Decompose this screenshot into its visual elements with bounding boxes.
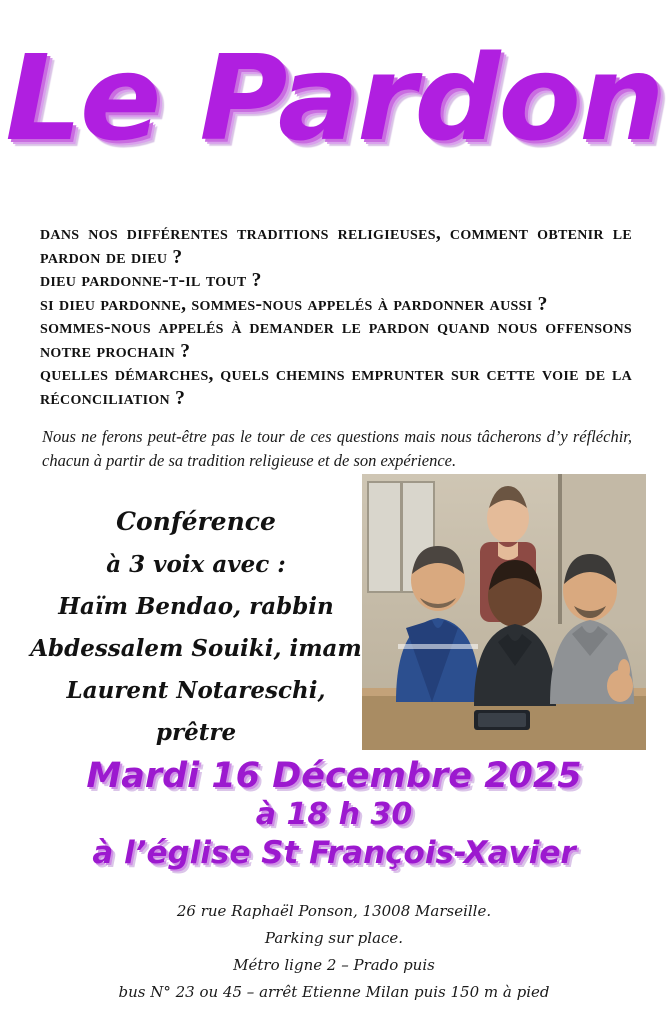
event-venue: à l’église St François-Xavier (92, 835, 576, 871)
address-line: Métro ligne 2 – Prado puis (233, 956, 435, 974)
question-line: sommes-nous appelés à demander le pardon quand nous offensons notre prochain ? (40, 317, 632, 362)
speaker-name: Laurent Notareschi, prêtre (66, 677, 326, 746)
event-date: Mardi 16 Décembre 2025 (86, 756, 582, 796)
conference-label: Conférence (116, 507, 276, 536)
title-block (0, 18, 668, 203)
photo-illustration (362, 474, 646, 750)
address-block (0, 898, 668, 1006)
conference-block (26, 500, 366, 754)
address-line: Parking sur place. (264, 929, 404, 947)
questions-block (40, 222, 632, 410)
speakers-photo (362, 474, 646, 750)
question-line: dans nos différentes traditions religieuses, comment obtenir le pardon de dieu ? (40, 223, 632, 268)
question-line: quelles démarches, quels chemins emprunter sur cette voie de la réconciliation ? (40, 364, 632, 409)
address-line: bus N° 23 ou 45 – arrêt Etienne Milan puis 150 m à pied (118, 983, 550, 1001)
event-time: à 18 h 30 (255, 797, 413, 832)
intro-paragraph: Nous ne ferons peut-être pas le tour de ces questions mais nous tâcherons d’y réfléchir, chacun à partir de sa tradition religieuse et de son expérience. (42, 427, 632, 470)
question-line: si dieu pardonne, sommes-nous appelés à pardonner aussi ? (40, 293, 548, 315)
question-line: dieu pardonne-t-il tout ? (40, 270, 262, 291)
event-date-block (0, 756, 668, 873)
speaker-name: Abdessalem Souiki, imam (30, 635, 362, 662)
speaker-name: Haïm Bendao, rabbin (58, 593, 334, 620)
page-title: Le Pardon (5, 29, 663, 167)
conference-subtitle: à 3 voix avec : (106, 551, 286, 578)
address-line: 26 rue Raphaël Ponson, 13008 Marseille. (176, 902, 492, 920)
